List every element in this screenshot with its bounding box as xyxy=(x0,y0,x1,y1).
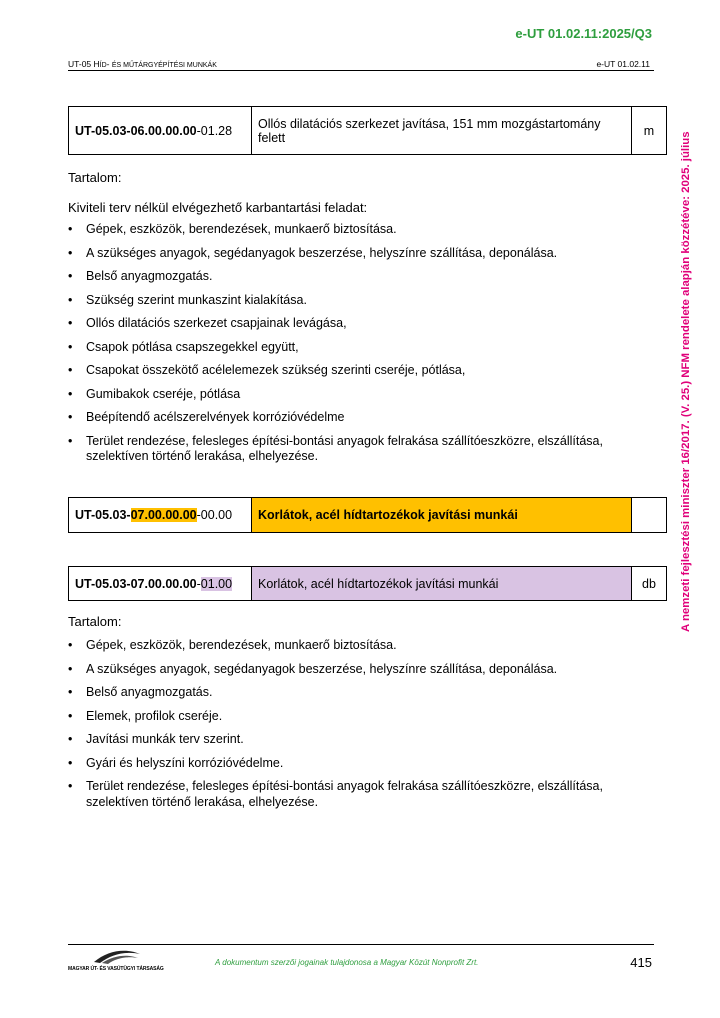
item-title: Ollós dilatációs szerkezet javítása, 151 mm mozgástartomány felett xyxy=(252,107,632,155)
list-item: • Szükség szerint munkaszint kialakítása. xyxy=(68,293,628,309)
list-item: • Gépek, eszközök, berendezések, munkaerő biztosítása. xyxy=(68,222,628,238)
item-unit xyxy=(632,498,667,533)
organization-logo: MAGYAR ÚT- ÉS VASÚTÜGYI TÁRSASÁG xyxy=(68,948,162,972)
item-code: UT-05.03-07.00.00.00-01.00 xyxy=(69,567,252,601)
list-item: • Javítási munkák terv szerint. xyxy=(68,732,628,748)
header-chapter-title: UT-05 HÍD- ÉS MŰTÁRGYÉPÍTÉSI MUNKÁK xyxy=(68,59,217,69)
item-table-1 xyxy=(68,106,667,155)
list-item: • Terület rendezése, felesleges építési-bontási anyagok felrakása szállítóeszközre, elszállítása, szelektíven történő lerakása, elhelyezése. xyxy=(68,779,628,810)
list-item: • Beépítendő acélszerelvények korrózióvédelme xyxy=(68,410,628,426)
header-divider xyxy=(68,70,654,71)
item-unit: m xyxy=(632,107,667,155)
copyright-notice: A dokumentum szerzői jogainak tulajdonosa a Magyar Közút Nonprofit Zrt. xyxy=(215,958,479,967)
list-item: • Ollós dilatációs szerkezet csapjainak levágása, xyxy=(68,316,628,332)
item-title: Korlátok, acél hídtartozékok javítási munkái xyxy=(252,567,632,601)
list-item: • Belső anyagmozgatás. xyxy=(68,269,628,285)
list-item: • A szükséges anyagok, segédanyagok beszerzése, helyszínre szállítása, deponálása. xyxy=(68,662,628,678)
item-unit: db xyxy=(632,567,667,601)
item-table-3 xyxy=(68,566,667,601)
section-label: Tartalom: xyxy=(68,614,122,629)
list-item: • Gyári és helyszíni korrózióvédelme. xyxy=(68,756,628,772)
item-code: UT-05.03-07.00.00.00-00.00 xyxy=(69,498,252,533)
side-publication-note: A nemzeti fejlesztési miniszter 16/2017. (V. 25.) NFM rendelete alapján közzétéve: 2025. július xyxy=(680,131,692,632)
header-doc-ref: e-UT 01.02.11 xyxy=(596,59,650,69)
list-item: • Belső anyagmozgatás. xyxy=(68,685,628,701)
footer-divider xyxy=(68,944,654,945)
list-item: • Gépek, eszközök, berendezések, munkaerő biztosítása. xyxy=(68,638,628,654)
bullet-list-2 xyxy=(68,638,628,818)
page-number: 415 xyxy=(630,955,652,970)
item-table-2 xyxy=(68,497,667,533)
item-code: UT-05.03-06.00.00.00-01.28 xyxy=(69,107,252,155)
list-item: • Csapok pótlása csapszegekkel együtt, xyxy=(68,340,628,356)
item-title: Korlátok, acél hídtartozékok javítási munkái xyxy=(252,498,632,533)
bullet-list-1 xyxy=(68,222,628,473)
document-code: e-UT 01.02.11:2025/Q3 xyxy=(515,26,652,41)
section-label: Tartalom: xyxy=(68,170,122,185)
list-item: • A szükséges anyagok, segédanyagok beszerzése, helyszínre szállítása, deponálása. xyxy=(68,246,628,262)
section-intro: Kiviteli terv nélkül elvégezhető karbantartási feladat: xyxy=(68,200,368,215)
list-item: • Gumibakok cseréje, pótlása xyxy=(68,387,628,403)
list-item: • Elemek, profilok cseréje. xyxy=(68,709,628,725)
list-item: • Csapokat összekötő acélelemezek szükség szerinti cseréje, pótlása, xyxy=(68,363,628,379)
list-item: • Terület rendezése, felesleges építési-bontási anyagok felrakása szállítóeszközre, elszállítása, szelektíven történő lerakása, elhelyezése. xyxy=(68,434,628,465)
road-swoosh-logo-icon xyxy=(68,948,162,966)
